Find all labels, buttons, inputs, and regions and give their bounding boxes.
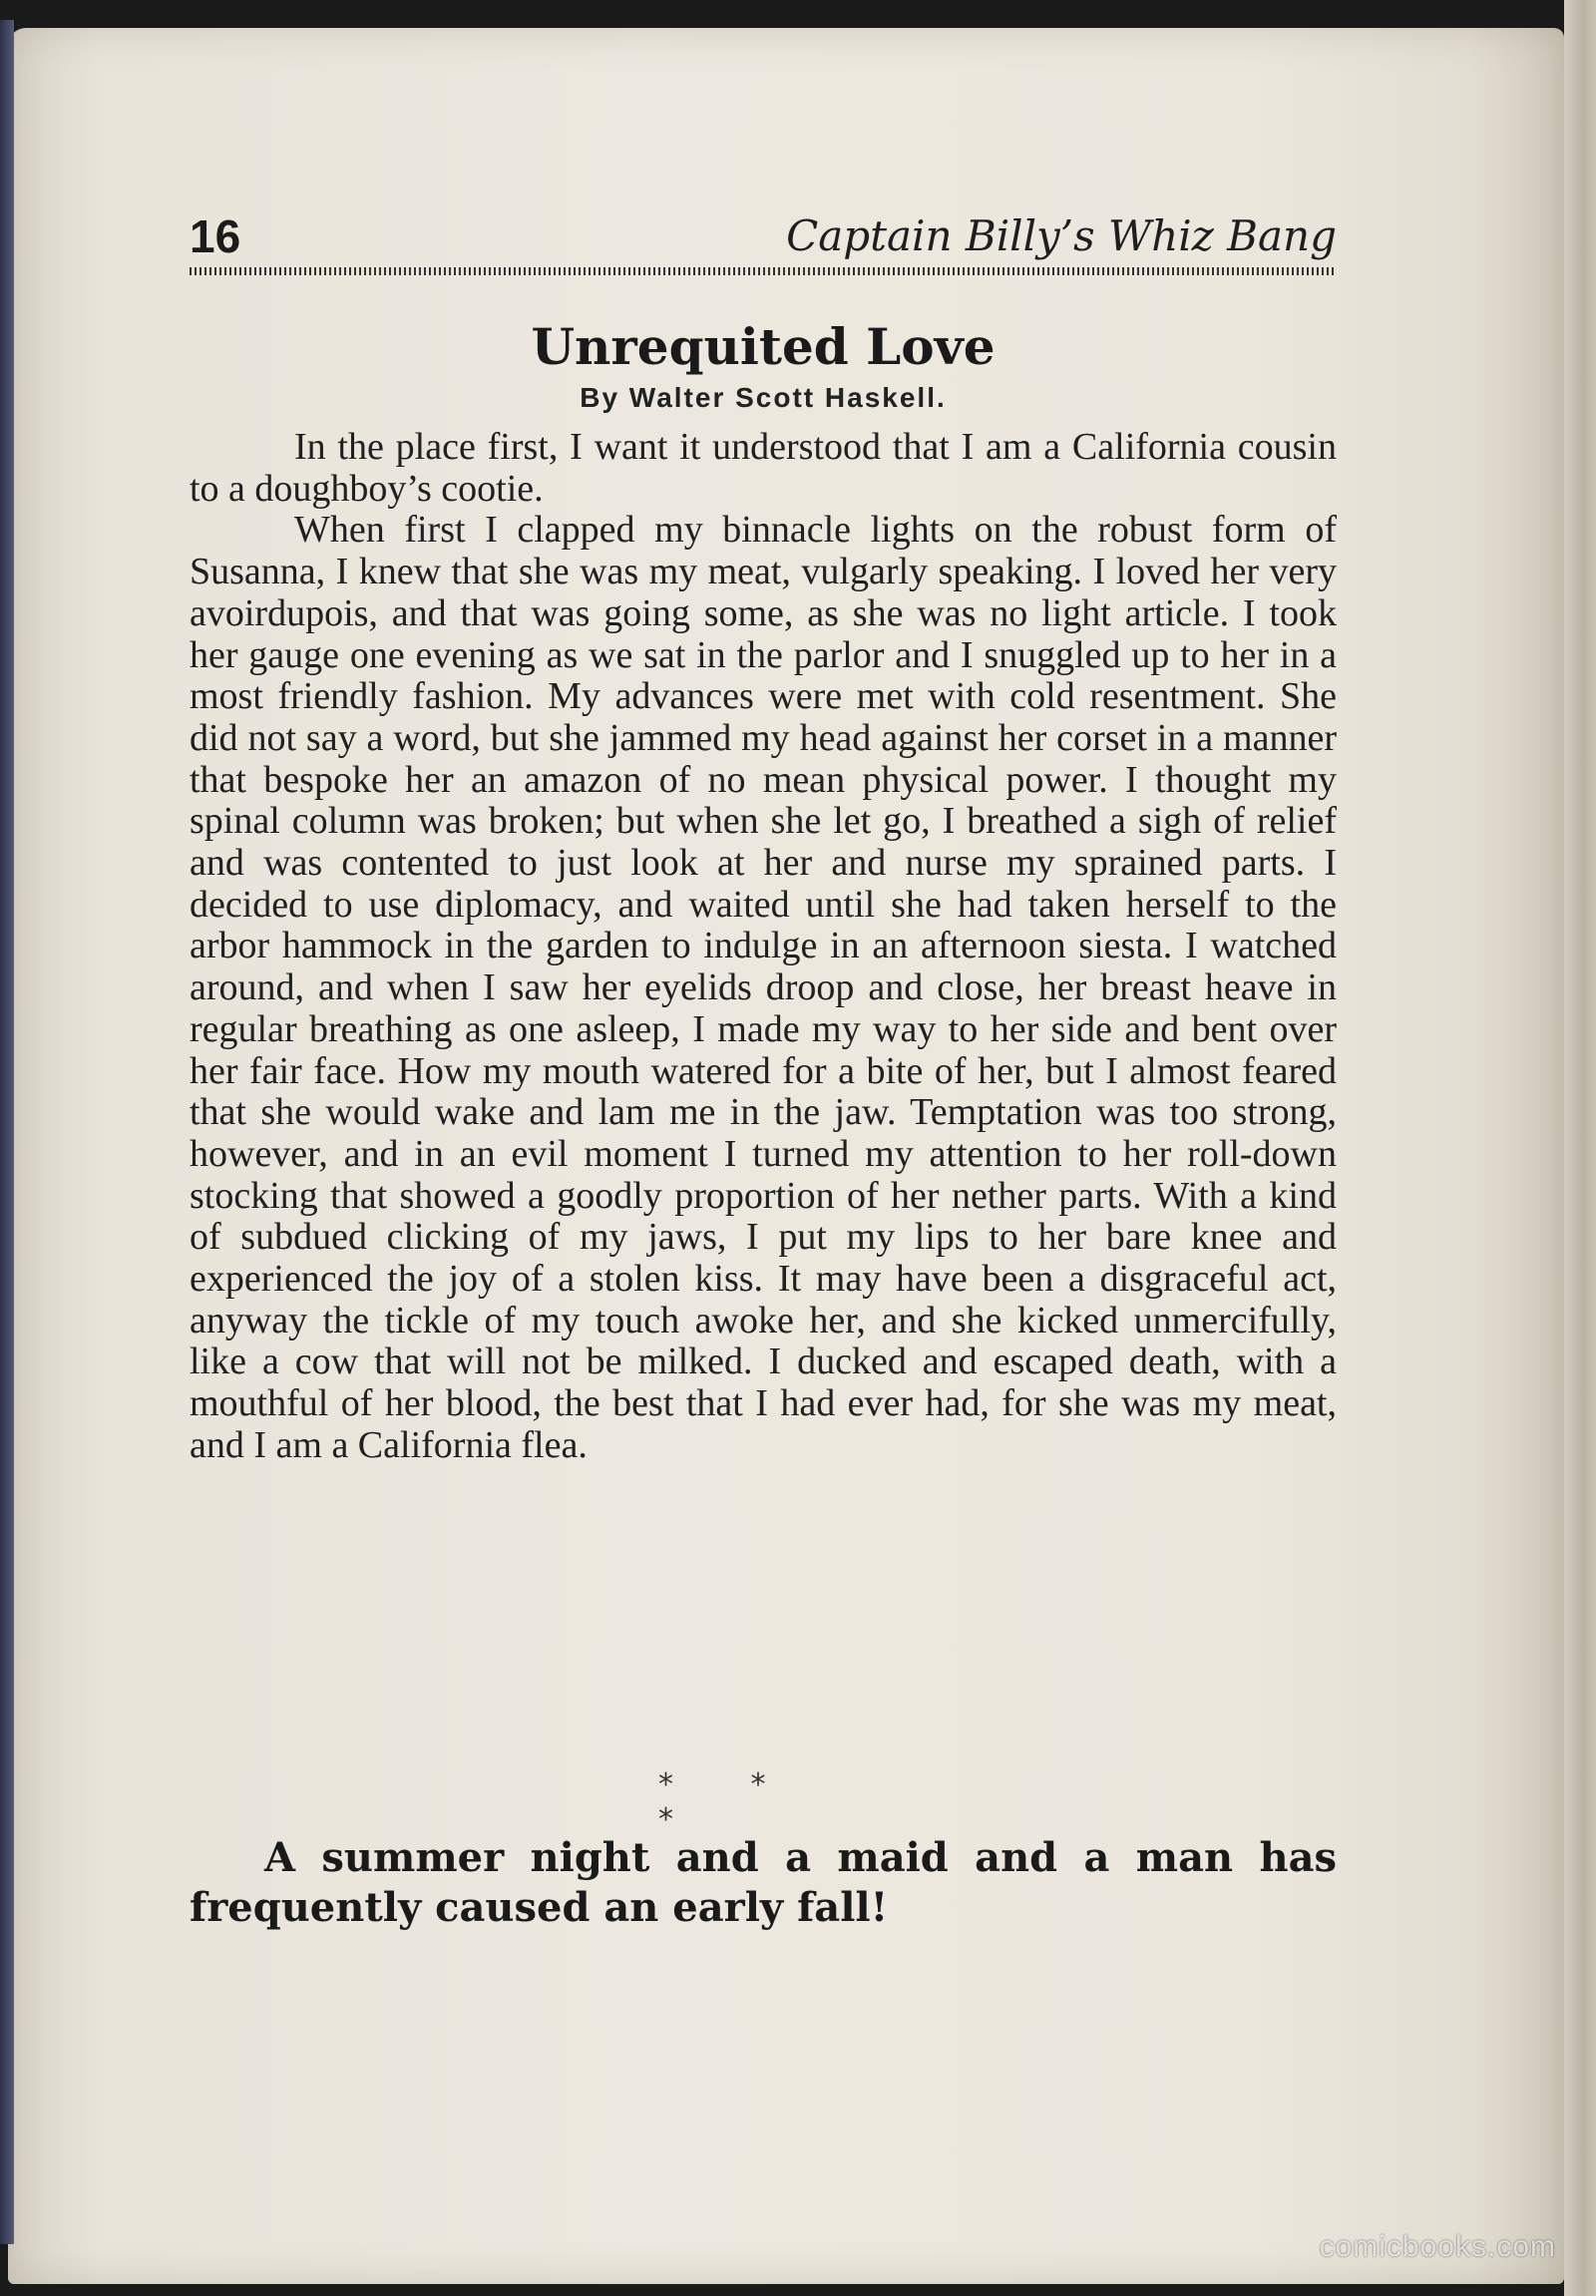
running-title: Captain Billy’s Whiz Bang	[786, 211, 1337, 260]
page-header	[190, 209, 1337, 269]
page-edge	[1564, 0, 1596, 2296]
article-byline: By Walter Scott Haskell.	[580, 382, 947, 413]
paragraph: In the place first, I want it understood that I am a California cousin to a doughboy’s cootie.	[190, 426, 1337, 510]
article-body	[190, 427, 1337, 1467]
section-separator: * * *	[658, 1767, 800, 1837]
joke-text: A summer night and a maid and a man has frequently caused an early fall!	[190, 1834, 1337, 1931]
header-rule	[190, 267, 1337, 275]
watermark: comicbooks.com	[1319, 2230, 1556, 2263]
binding-spine	[0, 20, 14, 2244]
article-title: Unrequited Love	[531, 317, 996, 376]
page-number: 16	[190, 210, 241, 262]
paragraph: When first I clapped my binnacle lights on the robust form of Susanna, I knew that she was my meat, vulgarly speaking. I loved her very avoirdupois, and that was going some, as she was no light article. I took her gauge one evening as we sat in the parlor and I snuggled up to her in a most friendly fashion. My advances were met with cold resentment. She did not say a word, but she jammed my head against her corset in a manner that bespoke her an amazon of no mean physical power. I thought my spinal column was broken; but when she let go, I breathed a sigh of relief and was contented to just look at her and nurse my sprained parts. I decided to use diplomacy, and waited until she had taken herself to the arbor hammock in the garden to indulge in an afternoon siesta. I watched around, and when I saw her eyelids droop and close, her breast heave in regular breathing as one asleep, I made my way to her side and bent over her fair face. How my mouth watered for a bite of her, but I almost feared that she would wake and lam me in the jaw. Temptation was too strong, however, and in an evil moment I turned my attention to her roll-down stocking that showed a goodly proportion of her nether parts. With a kind of subdued clicking of my jaws, I put my lips to her bare knee and experienced the joy of a stolen kiss. It may have been a disgraceful act, anyway the tickle of my touch awoke her, and she kicked unmercifully, like a cow that will not be milked. I ducked and escaped death, with a mouthful of her blood, the best that I had ever had, for she was my meat, and I am a California flea.	[190, 509, 1337, 1466]
